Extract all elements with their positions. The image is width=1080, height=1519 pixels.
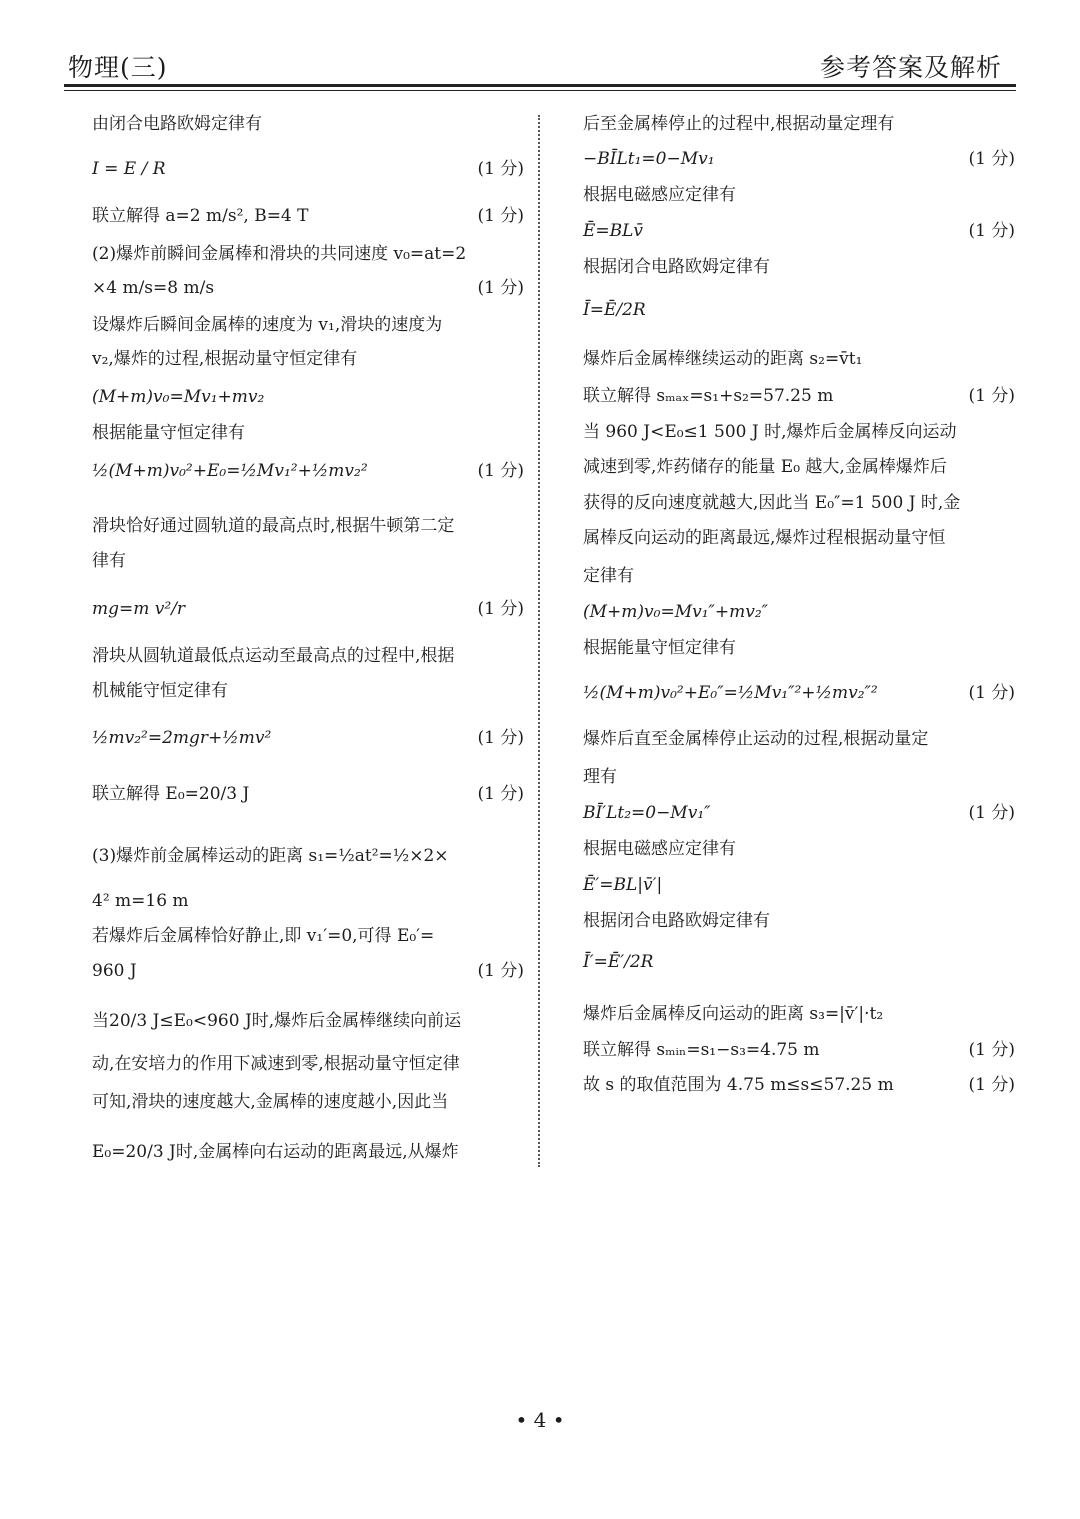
right-column-line xyxy=(583,108,1015,140)
line-text: 根据能量守恒定律有 xyxy=(583,638,736,658)
line-text: Ē=BLv̄ xyxy=(583,221,644,241)
score-label: (1 分) xyxy=(968,803,1015,823)
line-text: 根据闭合电路欧姆定律有 xyxy=(583,911,770,931)
line-text: 4² m=16 m xyxy=(92,891,189,911)
left-column-line xyxy=(92,722,524,754)
line-text: 960 J xyxy=(92,961,137,981)
line-text: Ī=Ē/2R xyxy=(583,300,646,320)
left-column-line xyxy=(92,778,524,810)
line-text: Ē′=BL|v̄′| xyxy=(583,875,663,895)
line-text: 根据电磁感应定律有 xyxy=(583,185,736,205)
score-label: (1 分) xyxy=(477,784,524,804)
left-column-line xyxy=(92,593,524,625)
line-text: 律有 xyxy=(92,551,126,571)
left-column-line xyxy=(92,153,524,185)
right-column-line xyxy=(583,632,1015,664)
right-column-line xyxy=(583,797,1015,829)
score-label: (1 分) xyxy=(477,159,524,179)
left-column-line xyxy=(92,309,524,341)
line-text: 爆炸后金属棒反向运动的距离 s₃=|v̄′|·t₂ xyxy=(583,1004,884,1024)
line-text: 根据能量守恒定律有 xyxy=(92,423,245,443)
right-column-line xyxy=(583,761,1015,793)
line-text: 获得的反向速度就越大,因此当 E₀″=1 500 J 时,金 xyxy=(583,493,961,513)
left-column-line xyxy=(92,200,524,232)
line-text: mg=m v²/r xyxy=(92,599,186,619)
line-text: 根据闭合电路欧姆定律有 xyxy=(583,257,770,277)
line-text: (M+m)v₀=Mv₁+mv₂ xyxy=(92,387,265,407)
left-column-line xyxy=(92,272,524,304)
line-text: 滑块恰好通过圆轨道的最高点时,根据牛顿第二定 xyxy=(92,516,455,536)
line-text: 机械能守恒定律有 xyxy=(92,681,228,701)
line-text: v₂,爆炸的过程,根据动量守恒定律有 xyxy=(92,349,358,369)
line-text: ½(M+m)v₀²+E₀″=½Mv₁″²+½mv₂″² xyxy=(583,683,878,703)
right-column-line xyxy=(583,946,1015,978)
right-column-line xyxy=(583,905,1015,937)
left-column-line xyxy=(92,1136,524,1168)
left-column-line xyxy=(92,381,524,413)
score-label: (1 分) xyxy=(477,599,524,619)
score-label: (1 分) xyxy=(968,683,1015,703)
left-column-line xyxy=(92,920,524,952)
line-text: −BĪLt₁=0−Mv₁ xyxy=(583,149,715,169)
right-column-line xyxy=(583,869,1015,901)
line-text: BĪ′Lt₂=0−Mv₁″ xyxy=(583,803,711,823)
line-text: ×4 m/s=8 m/s xyxy=(92,278,215,298)
line-text: I = E / R xyxy=(92,159,166,179)
left-column-line xyxy=(92,417,524,449)
right-column-line xyxy=(583,560,1015,592)
score-label: (1 分) xyxy=(477,206,524,226)
line-text: 若爆炸后金属棒恰好静止,即 v₁′=0,可得 E₀′= xyxy=(92,926,435,946)
right-column-line xyxy=(583,380,1015,412)
line-text: ½(M+m)v₀²+E₀=½Mv₁²+½mv₂² xyxy=(92,461,368,481)
line-text: 联立解得 sₘₐₓ=s₁+s₂=57.25 m xyxy=(583,386,834,406)
line-text: 爆炸后直至金属棒停止运动的过程,根据动量定 xyxy=(583,729,929,749)
line-text: 故 s 的取值范围为 4.75 m≤s≤57.25 m xyxy=(583,1075,894,1095)
right-column-line xyxy=(583,215,1015,247)
left-column-line xyxy=(92,343,524,375)
right-column-line xyxy=(583,677,1015,709)
left-column-line xyxy=(92,1086,524,1118)
line-text: (2)爆炸前瞬间金属棒和滑块的共同速度 v₀=at=2 xyxy=(92,244,467,264)
line-text: 属棒反向运动的距离最远,爆炸过程根据动量守恒 xyxy=(583,528,946,548)
header-left-title: 物理(三) xyxy=(68,53,168,82)
score-label: (1 分) xyxy=(968,1040,1015,1060)
score-label: (1 分) xyxy=(477,961,524,981)
left-column-line xyxy=(92,238,524,270)
line-text: Ī′=Ē′/2R xyxy=(583,952,654,972)
score-label: (1 分) xyxy=(968,149,1015,169)
line-text: 当20/3 J≤E₀<960 J时,爆炸后金属棒继续向前运 xyxy=(92,1011,462,1031)
right-column-line xyxy=(583,179,1015,211)
right-column-line xyxy=(583,596,1015,628)
left-column-line xyxy=(92,675,524,707)
header-right-title: 参考答案及解析 xyxy=(819,53,1002,82)
line-text: ½mv₂²=2mgr+½mv² xyxy=(92,728,272,748)
line-text: 滑块从圆轨道最低点运动至最高点的过程中,根据 xyxy=(92,646,455,666)
left-column-line xyxy=(92,955,524,987)
left-column-line xyxy=(92,885,524,917)
left-column-line xyxy=(92,545,524,577)
left-column-line xyxy=(92,640,524,672)
left-column-line xyxy=(92,840,524,872)
page-number: • 4 • xyxy=(515,1408,565,1432)
line-text: 根据电磁感应定律有 xyxy=(583,839,736,859)
left-column-line xyxy=(92,1005,524,1037)
right-column-line xyxy=(583,343,1015,375)
left-column-line xyxy=(92,108,524,140)
right-column-line xyxy=(583,723,1015,755)
right-column-line xyxy=(583,451,1015,483)
score-label: (1 分) xyxy=(477,728,524,748)
left-column-line xyxy=(92,510,524,542)
header-rule-thick xyxy=(64,84,1016,87)
line-text: (M+m)v₀=Mv₁″+mv₂″ xyxy=(583,602,769,622)
line-text: 动,在安培力的作用下减速到零,根据动量守恒定律 xyxy=(92,1054,460,1074)
score-label: (1 分) xyxy=(968,1075,1015,1095)
line-text: 设爆炸后瞬间金属棒的速度为 v₁,滑块的速度为 xyxy=(92,315,443,335)
left-column-line xyxy=(92,1048,524,1080)
right-column-line xyxy=(583,833,1015,865)
line-text: (3)爆炸前金属棒运动的距离 s₁=½at²=½×2× xyxy=(92,846,449,866)
score-label: (1 分) xyxy=(968,221,1015,241)
left-column-line xyxy=(92,455,524,487)
line-text: 由闭合电路欧姆定律有 xyxy=(92,114,262,134)
line-text: 当 960 J<E₀≤1 500 J 时,爆炸后金属棒反向运动 xyxy=(583,422,957,442)
score-label: (1 分) xyxy=(968,386,1015,406)
line-text: 定律有 xyxy=(583,566,634,586)
line-text: 可知,滑块的速度越大,金属棒的速度越小,因此当 xyxy=(92,1092,449,1112)
right-column-line xyxy=(583,487,1015,519)
line-text: 爆炸后金属棒继续运动的距离 s₂=v̄t₁ xyxy=(583,349,863,369)
right-column-line xyxy=(583,522,1015,554)
right-column-line xyxy=(583,251,1015,283)
line-text: 理有 xyxy=(583,767,617,787)
score-label: (1 分) xyxy=(477,278,524,298)
right-column-line xyxy=(583,143,1015,175)
header-rule-thin xyxy=(64,90,1016,91)
column-divider xyxy=(538,115,540,1167)
score-label: (1 分) xyxy=(477,461,524,481)
line-text: 联立解得 E₀=20/3 J xyxy=(92,784,250,804)
line-text: E₀=20/3 J时,金属棒向右运动的距离最远,从爆炸 xyxy=(92,1142,459,1162)
right-column-line xyxy=(583,294,1015,326)
line-text: 后至金属棒停止的过程中,根据动量定理有 xyxy=(583,114,895,134)
right-column-line xyxy=(583,1034,1015,1066)
right-column-line xyxy=(583,998,1015,1030)
line-text: 联立解得 a=2 m/s², B=4 T xyxy=(92,206,309,226)
right-column-line xyxy=(583,1069,1015,1101)
right-column-line xyxy=(583,416,1015,448)
line-text: 减速到零,炸药储存的能量 E₀ 越大,金属棒爆炸后 xyxy=(583,457,947,477)
line-text: 联立解得 sₘᵢₙ=s₁−s₃=4.75 m xyxy=(583,1040,820,1060)
